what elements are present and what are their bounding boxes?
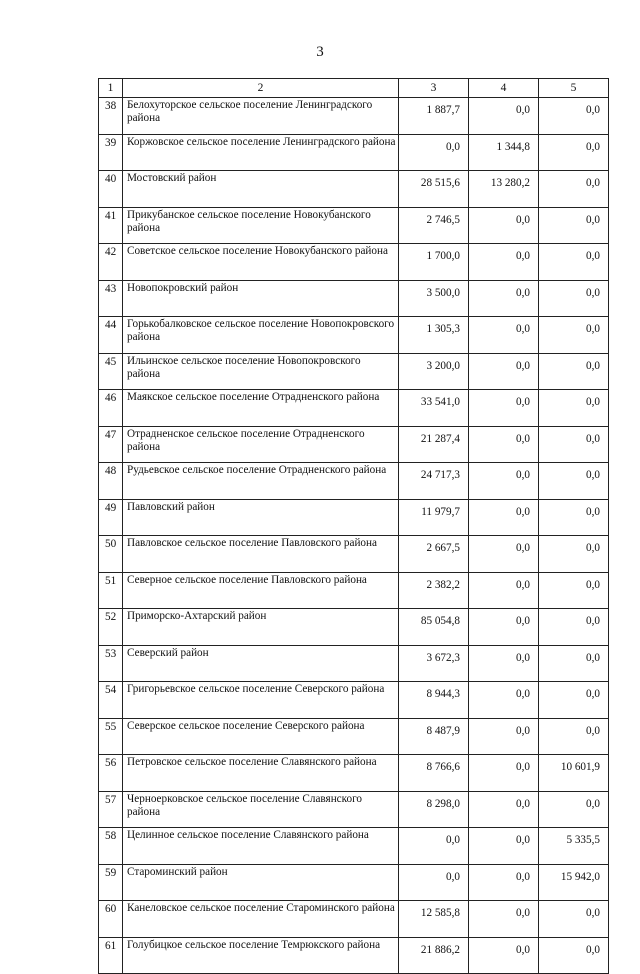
column-3-value-cell: 3 672,3: [399, 645, 469, 682]
row-number-cell: 60: [99, 901, 123, 938]
table-row: [99, 244, 609, 281]
table-row: [99, 828, 609, 865]
column-5-value-cell: 0,0: [539, 426, 609, 463]
column-3-value-cell: 8 487,9: [399, 718, 469, 755]
table-row: [99, 353, 609, 390]
column-4-value-cell: 0,0: [469, 718, 539, 755]
column-3-value-cell: 8 944,3: [399, 682, 469, 719]
municipality-name-cell: Петровское сельское поселение Славянского района: [123, 755, 399, 792]
column-3-value-cell: 24 717,3: [399, 463, 469, 500]
column-4-value-cell: 0,0: [469, 317, 539, 354]
row-number-cell: 47: [99, 426, 123, 463]
table-row: [99, 645, 609, 682]
column-5-value-cell: 0,0: [539, 98, 609, 135]
column-5-value-cell: 0,0: [539, 207, 609, 244]
column-3-value-cell: 3 500,0: [399, 280, 469, 317]
municipality-name-cell: Маякское сельское поселение Отрадненского района: [123, 390, 399, 427]
header-cell: 5: [539, 79, 609, 98]
header-cell: 4: [469, 79, 539, 98]
column-3-value-cell: 21 287,4: [399, 426, 469, 463]
column-4-value-cell: 0,0: [469, 98, 539, 135]
row-number-cell: 61: [99, 937, 123, 974]
column-5-value-cell: 0,0: [539, 901, 609, 938]
municipality-name-cell: Отрадненское сельское поселение Отрадненского района: [123, 426, 399, 463]
table-row: [99, 499, 609, 536]
table-row: [99, 755, 609, 792]
row-number-cell: 50: [99, 536, 123, 573]
municipality-name-cell: Советское сельское поселение Новокубанского района: [123, 244, 399, 281]
municipality-name-cell: Черноерковское сельское поселение Славянского района: [123, 791, 399, 828]
column-5-value-cell: 0,0: [539, 390, 609, 427]
column-4-value-cell: 0,0: [469, 901, 539, 938]
row-number-cell: 40: [99, 171, 123, 208]
column-4-value-cell: 13 280,2: [469, 171, 539, 208]
column-4-value-cell: 0,0: [469, 499, 539, 536]
row-number-cell: 38: [99, 98, 123, 135]
column-4-value-cell: 0,0: [469, 353, 539, 390]
column-3-value-cell: 2 667,5: [399, 536, 469, 573]
row-number-cell: 48: [99, 463, 123, 500]
column-4-value-cell: 0,0: [469, 609, 539, 646]
row-number-cell: 52: [99, 609, 123, 646]
municipality-name-cell: Северское сельское поселение Северского района: [123, 718, 399, 755]
table-row: [99, 536, 609, 573]
municipality-name-cell: Горькобалковское сельское поселение Новопокровского района: [123, 317, 399, 354]
column-4-value-cell: 0,0: [469, 244, 539, 281]
column-4-value-cell: 0,0: [469, 536, 539, 573]
municipality-name-cell: Приморско-Ахтарский район: [123, 609, 399, 646]
table-row: [99, 682, 609, 719]
table-row: [99, 134, 609, 171]
column-4-value-cell: 0,0: [469, 463, 539, 500]
header-cell: 3: [399, 79, 469, 98]
header-cell: 2: [123, 79, 399, 98]
column-4-value-cell: 0,0: [469, 207, 539, 244]
table-row: [99, 901, 609, 938]
row-number-cell: 56: [99, 755, 123, 792]
column-3-value-cell: 1 305,3: [399, 317, 469, 354]
column-3-value-cell: 2 746,5: [399, 207, 469, 244]
column-4-value-cell: 0,0: [469, 828, 539, 865]
column-4-value-cell: 0,0: [469, 864, 539, 901]
column-3-value-cell: 1 700,0: [399, 244, 469, 281]
table-row: [99, 317, 609, 354]
column-5-value-cell: 0,0: [539, 645, 609, 682]
municipality-name-cell: Григорьевское сельское поселение Северского района: [123, 682, 399, 719]
row-number-cell: 41: [99, 207, 123, 244]
table-row: [99, 390, 609, 427]
table-row: [99, 98, 609, 135]
column-5-value-cell: 0,0: [539, 134, 609, 171]
row-number-cell: 58: [99, 828, 123, 865]
municipality-name-cell: Ильинское сельское поселение Новопокровского района: [123, 353, 399, 390]
column-4-value-cell: 1 344,8: [469, 134, 539, 171]
column-5-value-cell: 0,0: [539, 244, 609, 281]
column-5-value-cell: 0,0: [539, 572, 609, 609]
column-5-value-cell: 0,0: [539, 609, 609, 646]
row-number-cell: 43: [99, 280, 123, 317]
table-row: [99, 718, 609, 755]
municipality-name-cell: Голубицкое сельское поселение Темрюкского района: [123, 937, 399, 974]
row-number-cell: 51: [99, 572, 123, 609]
column-5-value-cell: 0,0: [539, 718, 609, 755]
row-number-cell: 39: [99, 134, 123, 171]
municipality-name-cell: Белохуторское сельское поселение Ленинградского района: [123, 98, 399, 135]
column-3-value-cell: 8 298,0: [399, 791, 469, 828]
column-5-value-cell: 0,0: [539, 682, 609, 719]
table-body: [99, 98, 609, 974]
column-4-value-cell: 0,0: [469, 426, 539, 463]
municipality-name-cell: Северский район: [123, 645, 399, 682]
row-number-cell: 59: [99, 864, 123, 901]
column-3-value-cell: 0,0: [399, 828, 469, 865]
column-3-value-cell: 33 541,0: [399, 390, 469, 427]
row-number-cell: 49: [99, 499, 123, 536]
column-5-value-cell: 0,0: [539, 791, 609, 828]
table-row: [99, 572, 609, 609]
row-number-cell: 55: [99, 718, 123, 755]
column-5-value-cell: 15 942,0: [539, 864, 609, 901]
column-5-value-cell: 0,0: [539, 499, 609, 536]
municipality-name-cell: Староминский район: [123, 864, 399, 901]
table-row: [99, 609, 609, 646]
column-3-value-cell: 0,0: [399, 864, 469, 901]
row-number-cell: 54: [99, 682, 123, 719]
column-5-value-cell: 10 601,9: [539, 755, 609, 792]
column-3-value-cell: 11 979,7: [399, 499, 469, 536]
column-4-value-cell: 0,0: [469, 390, 539, 427]
column-4-value-cell: 0,0: [469, 572, 539, 609]
column-4-value-cell: 0,0: [469, 682, 539, 719]
table-row: [99, 463, 609, 500]
column-3-value-cell: 85 054,8: [399, 609, 469, 646]
header-cell: 1: [99, 79, 123, 98]
column-5-value-cell: 5 335,5: [539, 828, 609, 865]
table-header-row: [99, 79, 609, 98]
column-4-value-cell: 0,0: [469, 280, 539, 317]
column-5-value-cell: 0,0: [539, 536, 609, 573]
column-3-value-cell: 3 200,0: [399, 353, 469, 390]
municipality-name-cell: Павловский район: [123, 499, 399, 536]
table-row: [99, 791, 609, 828]
column-5-value-cell: 0,0: [539, 463, 609, 500]
row-number-cell: 46: [99, 390, 123, 427]
column-3-value-cell: 28 515,6: [399, 171, 469, 208]
municipality-name-cell: Прикубанское сельское поселение Новокубанского района: [123, 207, 399, 244]
column-3-value-cell: 1 887,7: [399, 98, 469, 135]
municipality-name-cell: Рудьевское сельское поселение Отрадненского района: [123, 463, 399, 500]
municipality-name-cell: Целинное сельское поселение Славянского района: [123, 828, 399, 865]
municipality-name-cell: Северное сельское поселение Павловского района: [123, 572, 399, 609]
row-number-cell: 57: [99, 791, 123, 828]
row-number-cell: 53: [99, 645, 123, 682]
column-4-value-cell: 0,0: [469, 791, 539, 828]
row-number-cell: 45: [99, 353, 123, 390]
municipality-name-cell: Павловское сельское поселение Павловского района: [123, 536, 399, 573]
table-row: [99, 937, 609, 974]
column-5-value-cell: 0,0: [539, 937, 609, 974]
municipality-name-cell: Новопокровский район: [123, 280, 399, 317]
table-row: [99, 171, 609, 208]
column-3-value-cell: 2 382,2: [399, 572, 469, 609]
municipality-name-cell: Мостовский район: [123, 171, 399, 208]
column-5-value-cell: 0,0: [539, 171, 609, 208]
municipality-name-cell: Канеловское сельское поселение Староминского района: [123, 901, 399, 938]
table-row: [99, 207, 609, 244]
table-row: [99, 864, 609, 901]
table-row: [99, 426, 609, 463]
budget-table: [98, 78, 609, 974]
column-3-value-cell: 12 585,8: [399, 901, 469, 938]
column-3-value-cell: 0,0: [399, 134, 469, 171]
column-5-value-cell: 0,0: [539, 353, 609, 390]
column-4-value-cell: 0,0: [469, 937, 539, 974]
column-5-value-cell: 0,0: [539, 280, 609, 317]
table-row: [99, 280, 609, 317]
row-number-cell: 44: [99, 317, 123, 354]
column-4-value-cell: 0,0: [469, 755, 539, 792]
column-4-value-cell: 0,0: [469, 645, 539, 682]
row-number-cell: 42: [99, 244, 123, 281]
municipality-name-cell: Коржовское сельское поселение Ленинградского района: [123, 134, 399, 171]
page-number: 3: [316, 44, 324, 60]
column-3-value-cell: 21 886,2: [399, 937, 469, 974]
column-3-value-cell: 8 766,6: [399, 755, 469, 792]
column-5-value-cell: 0,0: [539, 317, 609, 354]
